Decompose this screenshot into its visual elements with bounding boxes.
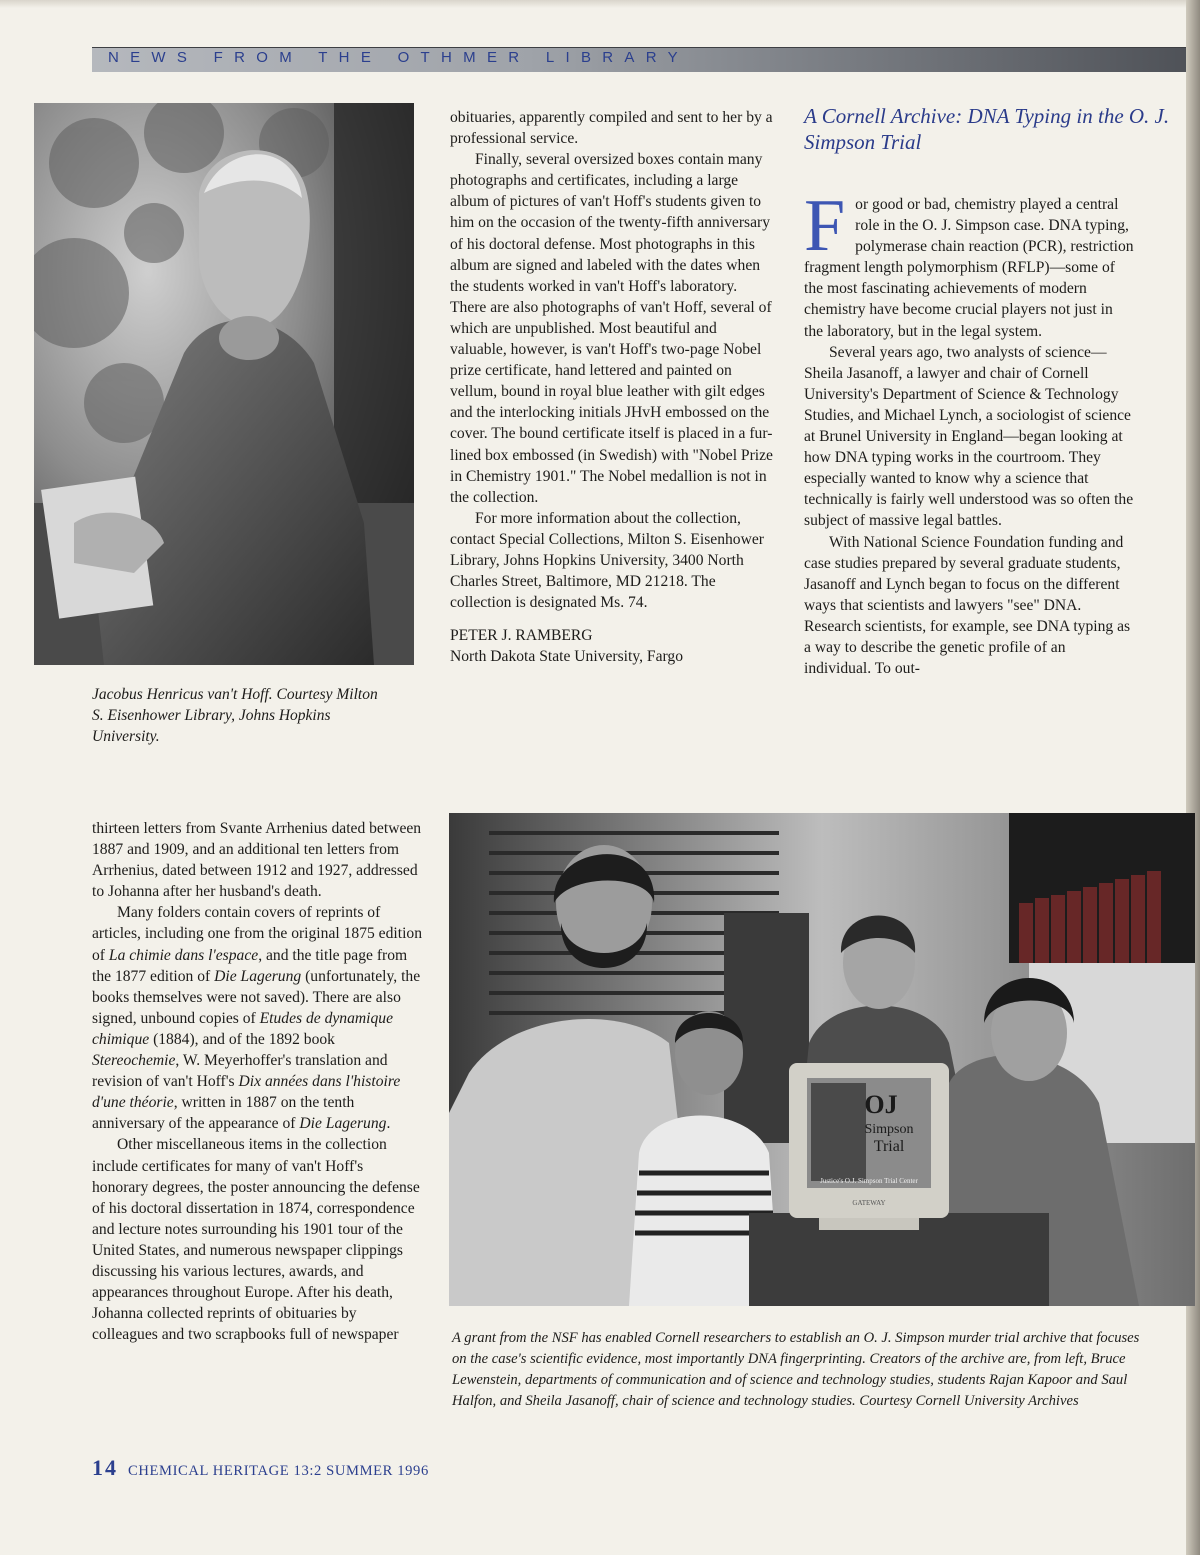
italic-title: Dix années dans l'histoire d'une théorie [92,1073,401,1112]
screen-footer-text: Justice's O.J. Simpson Trial Center [820,1177,918,1185]
magazine-issue: CHEMICAL HERITAGE 13:2 SUMMER 1996 [128,1463,429,1479]
text-run: , written in 1887 on the tenth anniversary of the appearance of [92,1094,355,1133]
italic-title: Die Lagerung [214,967,302,985]
author-name: PETER J. RAMBERG [450,627,593,645]
drop-cap: F [804,185,846,267]
section-header-title: NEWS FROM THE OTHMER LIBRARY [108,49,689,66]
cornell-researchers-photo [449,813,1195,1306]
italic-title: Etudes de dynamique chimique [92,1009,394,1048]
article-paragraph-1 [804,185,1134,342]
text-run: or good or bad, chemistry played a central role in the O. J. Simpson case. DNA typing, polymerase chain reaction (PCR), restriction fragment length polymorphism (RFLP)—some of the most fascinating achievements of modern chemistry have become crucial players not just in the laboratory, but in the legal system. [804,196,1134,340]
left-paragraph-3: Other miscellaneous items in the collection include certificates for many of van't Hoff's honorary degrees, the poster announcing the defense of his doctoral dissertation in 1874, correspondence and lecture notes surrounding his 1901 tour of the United States, and numerous newspaper clippings discussing his various lectures, awards, and appearances throughout Europe. After his death, Johanna collected reprints of obituaries by colleagues and two scrapbooks full of newspaper [92,1136,420,1344]
text-run: (1884), and of the 1892 book [149,1030,335,1048]
author-affiliation: North Dakota State University, Fargo [450,648,683,666]
mid-paragraph-3: For more information about the collection, contact Special Collections, Milton S. Eisenhower Library, Johns Hopkins University, 3400 North Charles Street, Baltimore, MD 21218. The collection is designated Ms. 74. [450,509,764,612]
right-column-text [804,185,1134,679]
text-run: Many folders contain covers of reprints of articles, including one from the original 1875 edition of [92,904,422,964]
page-number: 14 [92,1455,118,1480]
text-run: , and the title page from the 1877 edition of [92,946,408,985]
screen-simpson-text: Simpson [864,1122,914,1137]
screen-trial-text: Trial [873,1138,905,1155]
article-paragraph-2: Several years ago, two analysts of science—Sheila Jasanoff, a lawyer and chair of Cornell University's Department of Science & Technology Studies, and Michael Lynch, a sociologist of science at Brunel University in England—began looking at how DNA typing works in the courtroom. They especially wanted to know why a science that technically is fairly well understood was so often the subject of massive legal battles. [804,343,1134,530]
page-top-shadow [0,0,1200,8]
page-binding-edge [1186,0,1200,1555]
middle-column-text [450,107,775,667]
text-run: . [386,1115,391,1133]
left-paragraph-1: thirteen letters from Svante Arrhenius dated between 1887 and 1909, and an additional ten letters from Arrhenius, dated between 1912 and 1927, addressed to Johanna after her husband's death. [92,820,422,901]
portrait-caption: Jacobus Henricus van't Hoff. Courtesy Milton S. Eisenhower Library, Johns Hopkins University. [92,686,378,745]
italic-title: Stereochemie [92,1052,176,1070]
group-photo-caption: A grant from the NSF has enabled Cornell researchers to establish an O. J. Simpson murder trial archive that focuses on the case's scientific evidence, most importantly DNA fingerprinting. Creators of the archive are, from left, Bruce Lewenstein, departments of communication and of science and technology studies, students Rajan Kapoor and Saul Halfon, and Sheila Jasanoff, chair of science and technology studies. Courtesy Cornell University Archives [452,1330,1140,1409]
left-column-text [92,818,422,1345]
page-footer [92,1455,429,1481]
article-paragraph-3: With National Science Foundation funding and case studies prepared by several graduate students, Jasanoff and Lynch began to focus on the different ways that scientists and lawyers "see" DNA. Research scientists, for example, see DNA typing as a way to describe the genetic profile of an individual. To out- [804,533,1131,678]
article-title: A Cornell Archive: DNA Typing in the O. J. Simpson Trial [804,104,1170,154]
italic-title: Die Lagerung [299,1115,387,1133]
text-run: (unfortunately, the books themselves were not saved). There are also signed, unbound copies of [92,967,421,1027]
text-run: , W. Meyerhoffer's translation and revision of van't Hoff's [92,1052,388,1091]
italic-title: La chimie dans l'espace [108,946,259,964]
mid-paragraph-2: Finally, several oversized boxes contain many photographs and certificates, including a large album of pictures of van't Hoff's students given to him on the occasion of the twenty-fifth anniversary of his doctoral defense. Most photographs in this album are signed and labeled with the dates when the students worked in van't Hoff's laboratory. There are also photographs of van't Hoff, several of which are unpublished. Most beautiful and valuable, however, is van't Hoff's two-page Nobel prize certificate, hand lettered and painted on vellum, bound in royal blue leather with gilt edges and the interlocking initials JHvH embossed on the cover. The bound certificate itself is placed in a fur-lined box embossed (in Swedish) with "Nobel Prize in Chemistry 1901." The Nobel medallion is not in the collection. [450,151,773,506]
screen-oj-text: OJ [864,1090,898,1119]
mid-paragraph-1: obituaries, apparently compiled and sent to her by a professional service. [450,109,773,148]
monitor-brand-label: GATEWAY [852,1199,886,1207]
left-paragraph-2 [92,902,422,1134]
vant-hoff-portrait-photo [34,103,414,665]
